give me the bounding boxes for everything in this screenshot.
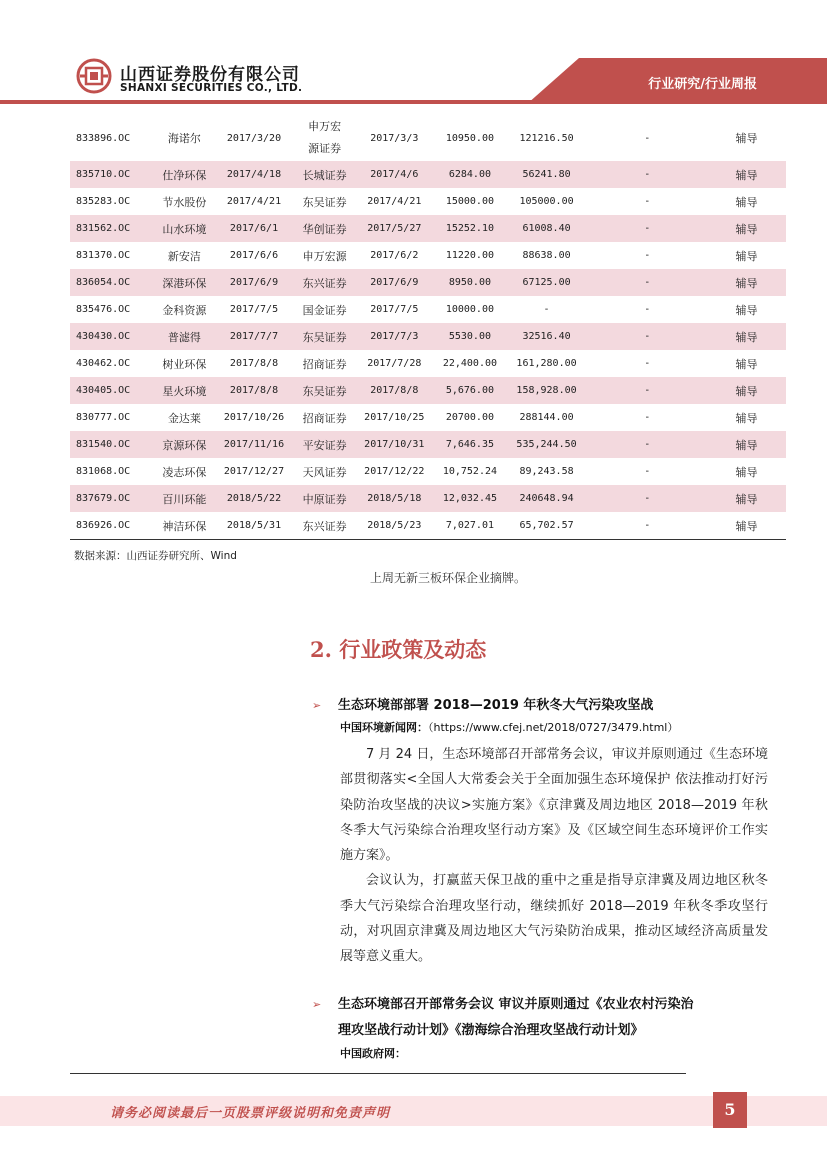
cell-listing-date: 2017/4/21: [226, 196, 282, 207]
cell-filing-date: 2017/5/27: [354, 215, 434, 242]
cell-filing-date: 2017/8/8: [354, 377, 434, 404]
cell-listing-date: 2017/10/26: [223, 412, 285, 423]
cell-name: 凌志环保: [162, 465, 207, 479]
news-item-2-source: [340, 1045, 406, 1061]
cell-code: 835476.OC: [76, 304, 131, 315]
news-item-1-title: 生态环境部部署 2018—2019 年秋冬大气污染攻坚战: [338, 698, 654, 713]
cell-value-1: 10950.00: [445, 132, 494, 144]
cell-value-1: 10,752.24: [442, 466, 498, 477]
cell-code: 430462.OC: [76, 358, 131, 369]
cell-listing-date: 2017/7/5: [229, 304, 279, 315]
cell-code: 836926.OC: [70, 512, 156, 540]
table-source-note: 数据来源：山西证券研究所、Wind: [74, 550, 237, 562]
cell-value-1: 7,646.35: [434, 431, 506, 458]
cell-name: 山水环境: [156, 215, 214, 242]
cell-listing-date: 2017/8/8: [213, 377, 295, 404]
cell-listing-date: 2017/8/8: [229, 358, 279, 369]
cell-filing-date: 2017/12/22: [364, 466, 425, 477]
cell-value-3: -: [587, 323, 707, 350]
cell-value-2: 89,243.58: [519, 466, 574, 477]
cell-filing-date: 2018/5/18: [354, 485, 434, 512]
cell-broker: 国金证券: [302, 303, 347, 317]
table-row: [70, 458, 786, 485]
cell-value-1: 8950.00: [434, 269, 506, 296]
cell-value-3: -: [587, 485, 707, 512]
table-row: [70, 269, 786, 296]
cell-type: 辅导: [707, 377, 786, 404]
cell-value-3: -: [587, 161, 707, 188]
cell-value-1: 5530.00: [434, 323, 506, 350]
cell-value-1: 5,676.00: [434, 377, 506, 404]
cell-filing-date: 2017/4/6: [354, 161, 434, 188]
cell-value-3: -: [644, 466, 651, 477]
cell-filing-date: 2017/7/28: [367, 358, 422, 369]
cell-type: 辅导: [735, 249, 758, 263]
cell-value-3: -: [587, 269, 707, 296]
cell-name: 神洁环保: [156, 512, 214, 540]
cell-broker: 平安证券: [295, 431, 355, 458]
cell-value-1: 12,032.45: [434, 485, 506, 512]
footer-divider: [70, 1073, 686, 1074]
table-row: [70, 188, 786, 215]
news-item-2-title-line1: 生态环境部召开部常务会议 审议并原则通过《农业农村污染治: [338, 997, 694, 1012]
cell-type: 辅导: [707, 215, 786, 242]
cell-code: 831370.OC: [76, 250, 131, 261]
news-item-2-title-line2: 理攻坚战行动计划》《渤海综合治理攻坚战行动计划》: [338, 1023, 644, 1038]
cell-type: 辅导: [707, 512, 786, 540]
cell-value-2: 240648.94: [506, 485, 588, 512]
cell-listing-date: 2017/6/6: [229, 250, 279, 261]
cell-value-1: 20700.00: [445, 412, 494, 423]
table-row: [70, 431, 786, 458]
cell-broker: 华创证券: [295, 215, 355, 242]
ipo-counseling-table: [70, 115, 786, 540]
cell-broker: 东吴证券: [295, 377, 355, 404]
cell-value-2: 288144.00: [519, 412, 574, 423]
cell-value-1: 10000.00: [445, 304, 494, 315]
cell-listing-date: 2018/5/22: [213, 485, 295, 512]
cell-value-3: -: [587, 431, 707, 458]
cell-name: 海诺尔: [167, 132, 201, 145]
table-row: [70, 512, 786, 540]
bullet-arrow-icon: ➢: [312, 998, 322, 1011]
cell-code: 831068.OC: [76, 466, 131, 477]
cell-listing-date: 2017/3/20: [226, 132, 282, 144]
cell-value-2: 67125.00: [506, 269, 588, 296]
cell-listing-date: 2017/6/1: [213, 215, 295, 242]
cell-broker: [295, 115, 355, 161]
cell-type: 辅导: [735, 132, 758, 145]
cell-value-3: -: [644, 132, 651, 144]
news-item-2-source-label: 中国政府网：: [340, 1047, 406, 1060]
cell-code: 836054.OC: [70, 269, 156, 296]
news-item-1-source: [340, 719, 678, 735]
cell-type: 辅导: [735, 411, 758, 425]
cell-name: 金达莱: [167, 411, 201, 425]
cell-name: 星火环境: [156, 377, 214, 404]
cell-filing-date: 2017/10/25: [364, 412, 425, 423]
news-item-1-body: [340, 742, 768, 970]
cell-broker: 东兴证券: [295, 512, 355, 540]
cell-value-3: -: [587, 215, 707, 242]
cell-broker: 东吴证券: [302, 195, 347, 209]
cell-name: 京源环保: [156, 431, 214, 458]
cell-name: 普滤得: [156, 323, 214, 350]
cell-value-3: -: [587, 377, 707, 404]
cell-code: 430430.OC: [70, 323, 156, 350]
cell-broker: 招商证券: [302, 357, 347, 371]
cell-type: 辅导: [735, 357, 758, 371]
cell-listing-date: 2017/11/16: [213, 431, 295, 458]
cell-value-1: 15252.10: [434, 215, 506, 242]
cell-value-3: -: [644, 250, 651, 261]
cell-type: 辅导: [735, 465, 758, 479]
cell-type: 辅导: [707, 161, 786, 188]
table-row: [70, 215, 786, 242]
cell-filing-date: 2017/6/2: [370, 250, 419, 261]
cell-code: 430405.OC: [70, 377, 156, 404]
news-item-1-source-label: 中国环境新闻网：: [340, 721, 428, 734]
cell-value-2: 535,244.50: [506, 431, 588, 458]
cell-value-2: 158,928.00: [506, 377, 588, 404]
cell-value-2: 56241.80: [506, 161, 588, 188]
cell-broker: 招商证券: [302, 411, 347, 425]
cell-filing-date: 2017/7/3: [354, 323, 434, 350]
company-name-en: SHANXI SECURITIES CO., LTD.: [120, 82, 303, 94]
cell-listing-date: 2018/5/31: [213, 512, 295, 540]
news-item-1-paragraph-2: 会议认为，打赢蓝天保卫战的重中之重是指导京津冀及周边地区秋冬季大气污染综合治理攻坚行动，继续抓好 2018—2019 年秋冬季攻坚行动，对巩固京津冀及周边地区大气污染防治成果，推动区域经济高质量发展等意义重大。: [340, 873, 768, 965]
table-row: [70, 115, 786, 161]
cell-filing-date: 2017/3/3: [370, 132, 419, 144]
cell-value-2: 65,702.57: [506, 512, 588, 540]
cell-broker-text: 申万宏源证券: [308, 120, 342, 155]
cell-code: 837679.OC: [70, 485, 156, 512]
cell-filing-date: 2017/7/5: [370, 304, 419, 315]
table-row: [70, 296, 786, 323]
cell-value-2: 121216.50: [519, 132, 574, 144]
cell-broker: 天风证券: [302, 465, 347, 479]
cell-broker: 长城证券: [295, 161, 355, 188]
bullet-arrow-icon: ➢: [312, 699, 322, 712]
cell-name: 百川环能: [156, 485, 214, 512]
footer-disclaimer: 请务必阅读最后一页股票评级说明和免责声明: [110, 1106, 391, 1121]
report-type-label: 行业研究/行业周报: [648, 77, 757, 92]
cell-type: 辅导: [707, 269, 786, 296]
cell-value-1: 6284.00: [434, 161, 506, 188]
cell-value-1: 22,400.00: [442, 358, 498, 369]
no-delist-note: 上周无新三板环保企业摘牌。: [370, 571, 527, 585]
cell-filing-date: 2017/6/9: [354, 269, 434, 296]
cell-name: 树业环保: [162, 357, 207, 371]
news-item-1-source-url[interactable]: （https://www.cfej.net/2018/0727/3479.html）: [428, 721, 679, 734]
table-row: [70, 161, 786, 188]
cell-value-3: -: [644, 412, 651, 423]
table-row: [70, 350, 786, 377]
cell-code: 831540.OC: [70, 431, 156, 458]
cell-value-1: 11220.00: [445, 250, 494, 261]
company-name-cn: 山西证券股份有限公司: [120, 65, 300, 85]
cell-value-3: -: [644, 358, 651, 369]
cell-listing-date: 2017/4/18: [213, 161, 295, 188]
page-number: 5: [713, 1092, 747, 1128]
cell-code: 833896.OC: [76, 132, 131, 144]
cell-name: 金科资源: [162, 303, 207, 317]
cell-type: 辅导: [707, 431, 786, 458]
cell-type: 辅导: [707, 485, 786, 512]
cell-code: 835283.OC: [76, 196, 131, 207]
page-header: [0, 0, 827, 104]
table-row: [70, 323, 786, 350]
cell-code: 830777.OC: [76, 412, 131, 423]
cell-type: 辅导: [735, 303, 758, 317]
cell-value-3: -: [644, 196, 651, 207]
cell-broker: 中原证券: [295, 485, 355, 512]
cell-name: 节水股份: [162, 195, 207, 209]
cell-value-2: 161,280.00: [516, 358, 577, 369]
cell-name: 仕净环保: [156, 161, 214, 188]
cell-broker: 东兴证券: [295, 269, 355, 296]
cell-type: 辅导: [707, 323, 786, 350]
cell-value-3: -: [587, 512, 707, 540]
header-band: [0, 100, 827, 104]
cell-filing-date: 2017/10/31: [354, 431, 434, 458]
table-row: [70, 242, 786, 269]
cell-value-3: -: [644, 304, 651, 315]
cell-value-1: 7,027.01: [434, 512, 506, 540]
cell-value-2: 88638.00: [522, 250, 571, 261]
cell-type: 辅导: [735, 195, 758, 209]
cell-value-2: 32516.40: [506, 323, 588, 350]
shanxi-securities-logo-icon: [76, 58, 112, 94]
cell-name: 新安洁: [167, 249, 201, 263]
cell-listing-date: 2017/6/9: [213, 269, 295, 296]
cell-listing-date: 2017/7/7: [213, 323, 295, 350]
cell-value-2: -: [543, 304, 550, 315]
cell-filing-date: 2017/4/21: [367, 196, 422, 207]
table-row: [70, 485, 786, 512]
cell-value-2: 105000.00: [519, 196, 574, 207]
section-title: 2. 行业政策及动态: [310, 637, 487, 662]
cell-name: 深港环保: [156, 269, 214, 296]
cell-value-1: 15000.00: [445, 196, 494, 207]
news-item-1-paragraph-1: 7 月 24 日，生态环境部召开部常务会议，审议并原则通过《生态环境部贯彻落实<全国人大常委会关于全面加强生态环境保护 依法推动打好污染防治攻坚战的决议>实施方案》《京津冀及周边地区 2018—2019 年秋冬季大气污染综合治理攻坚行动方案》及《区域空间生态环境评价工作实施方案》。: [340, 747, 768, 864]
cell-code: 835710.OC: [70, 161, 156, 188]
cell-broker: 东吴证券: [295, 323, 355, 350]
cell-code: 831562.OC: [70, 215, 156, 242]
cell-broker: 申万宏源: [302, 249, 347, 263]
cell-value-2: 61008.40: [506, 215, 588, 242]
cell-listing-date: 2017/12/27: [223, 466, 285, 477]
table-row: [70, 377, 786, 404]
table-row: [70, 404, 786, 431]
cell-filing-date: 2018/5/23: [354, 512, 434, 540]
